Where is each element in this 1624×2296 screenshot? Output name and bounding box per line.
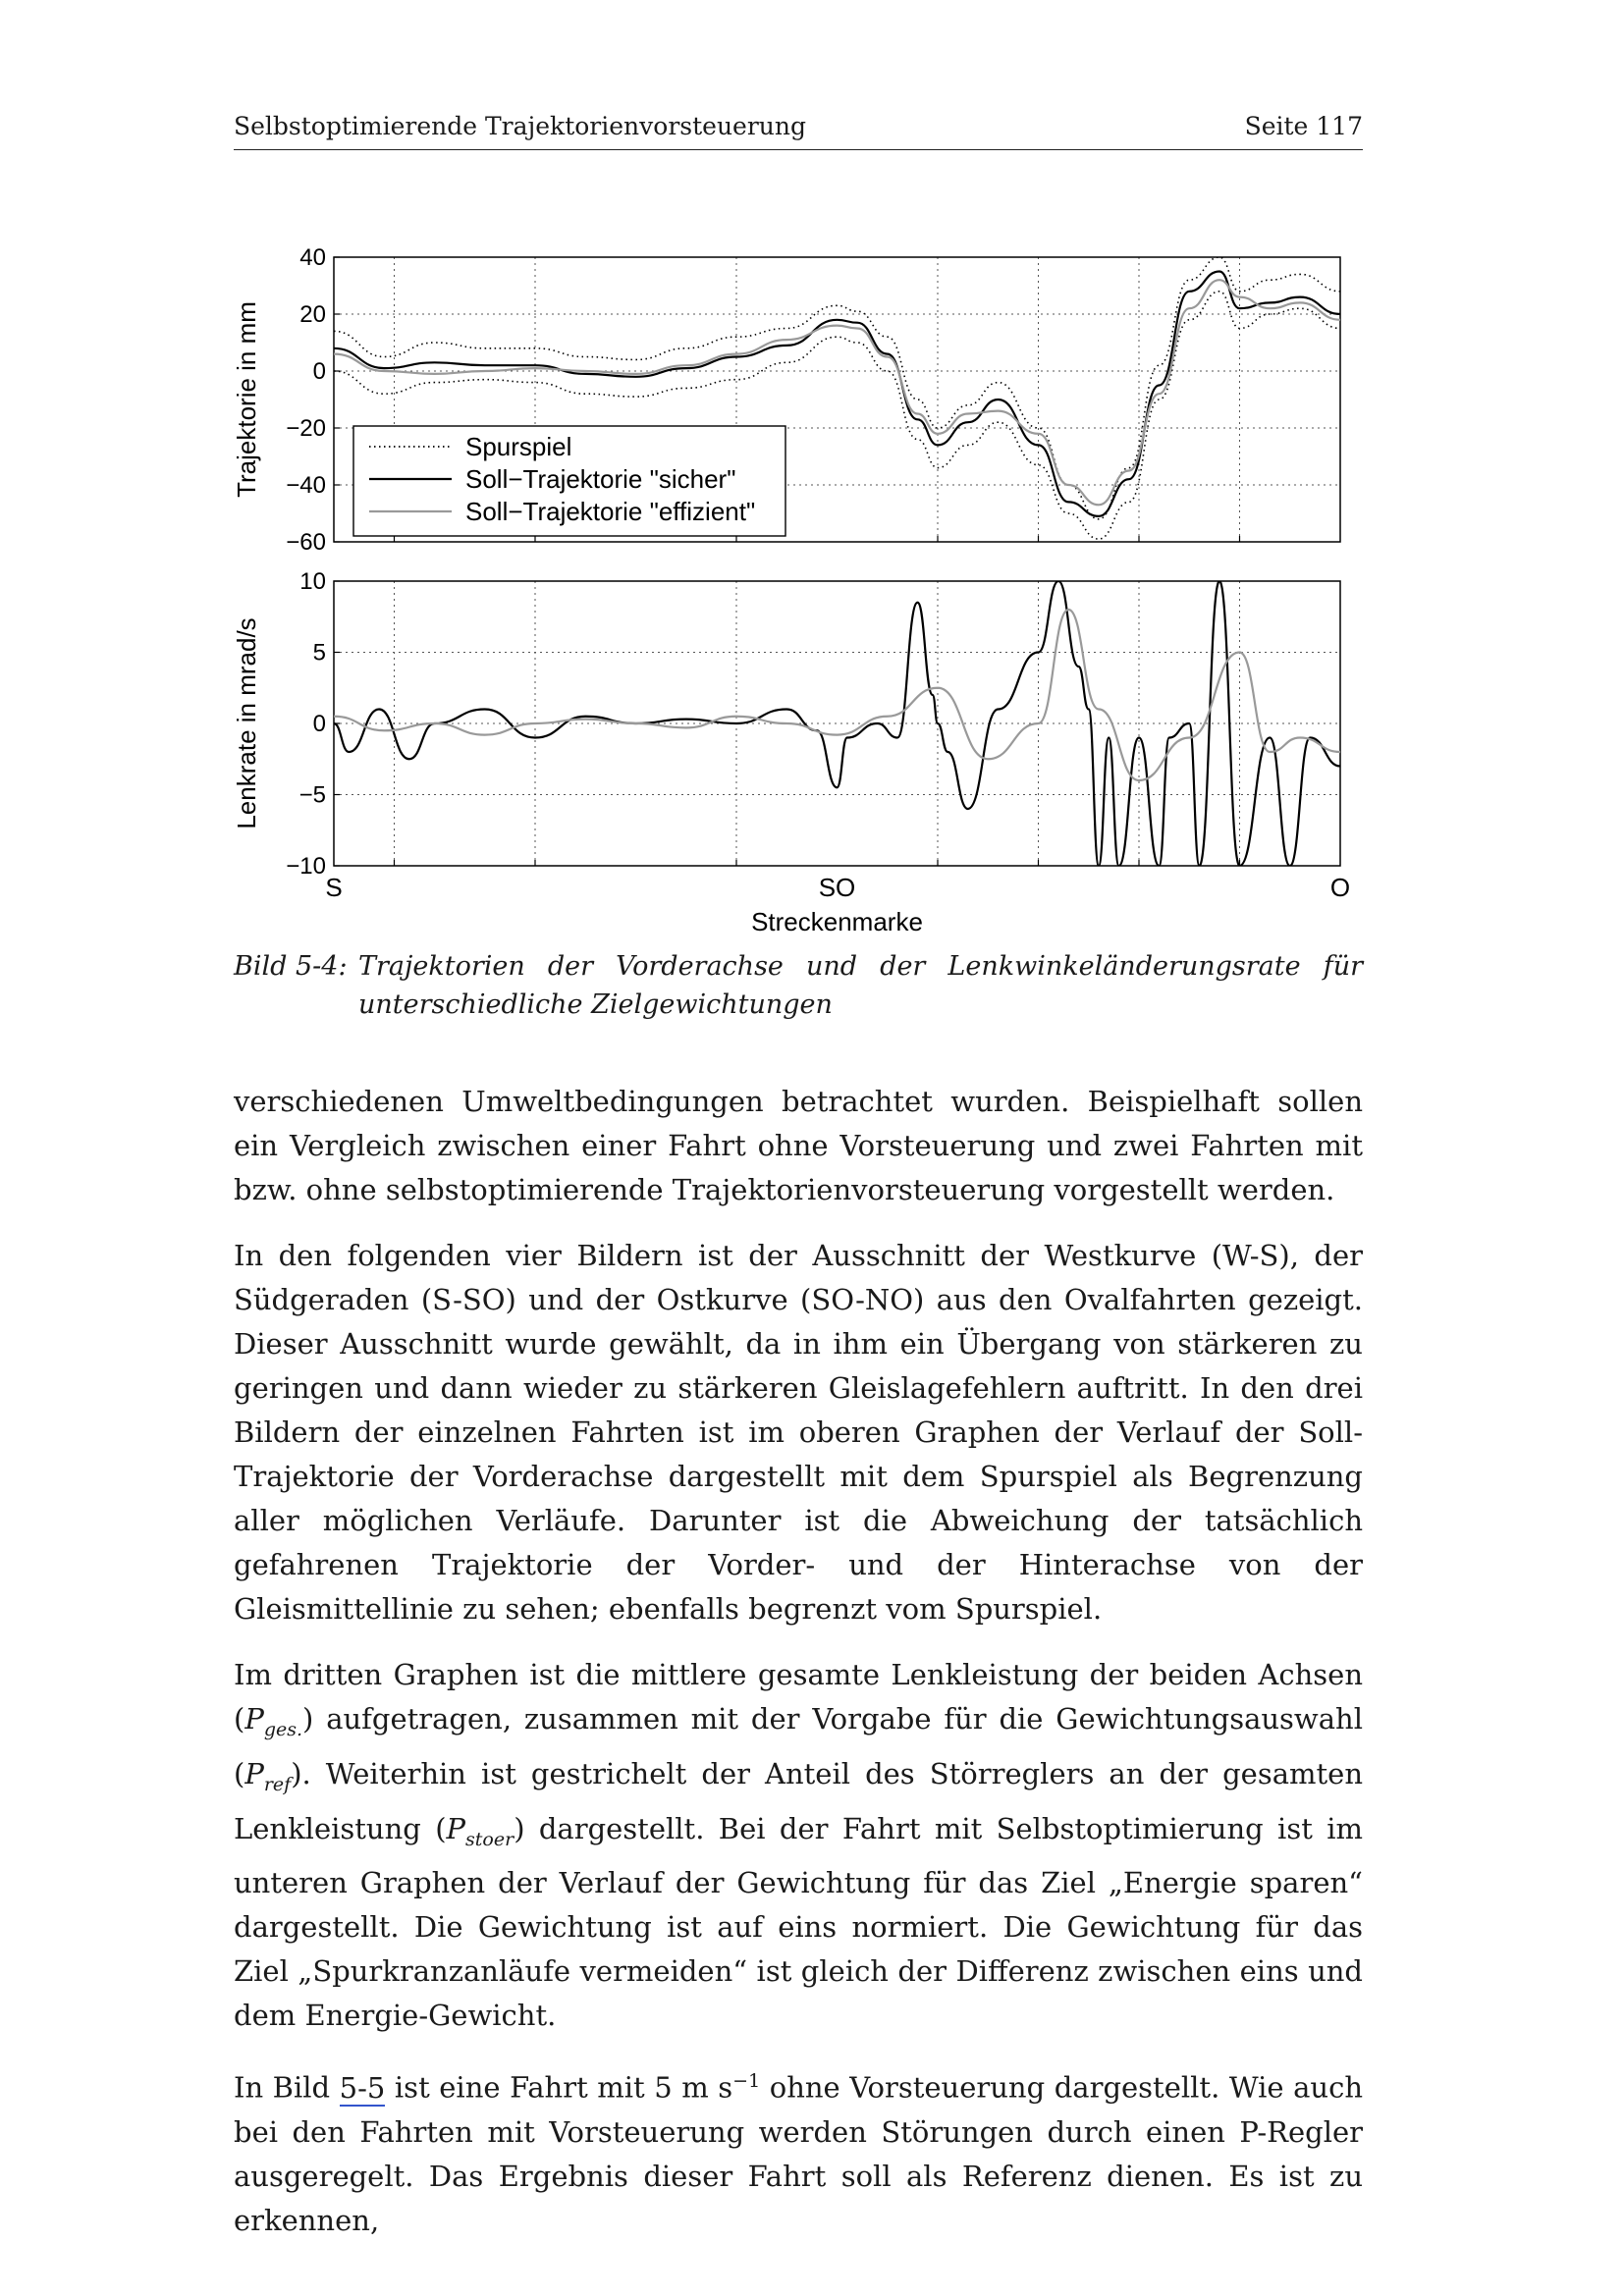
figure-trajectories [226, 236, 1375, 942]
x-tick-label: O [1329, 873, 1351, 902]
paragraph: In den folgenden vier Bildern ist der Ausschnitt der Westkurve (W-S), der Südgeraden (S-SO) und der Ostkurve (SO-NO) aus den Ovalfahrten gezeigt. Dieser Ausschnitt wurde gewählt, da in ihm ein Übergang von stärkeren zu geringen und dann wieder zu stärkeren Gleislagefehlern auftritt. In den drei Bildern der einzelnen Fahrten ist im oberen Graphen der Verlauf der Soll-Trajektorie der Vorderachse dargestellt mit dem Spurspiel als Begrenzung aller möglichen Verläufe. Darunter ist die Abweichung der tatsächlich gefahrenen Trajektorie der Vorder- und der Hinterachse von der Gleismittellinie zu sehen; ebenfalls begrenzt vom Spurspiel. [234, 1239, 1363, 1626]
page-header [234, 110, 1363, 150]
legend-label: Soll−Trajektorie "effizient" [465, 497, 756, 526]
page-number: Seite 117 [1244, 112, 1363, 140]
body-text [234, 1080, 1363, 2265]
series-line [334, 581, 1340, 866]
y-tick-label: −10 [286, 853, 326, 880]
legend-label: Spurspiel [465, 432, 572, 461]
y-tick-label: 10 [299, 568, 326, 595]
running-title: Selbstoptimierende Trajektorienvorsteuerung [234, 112, 806, 140]
caption-label: Bild 5-4: [234, 951, 348, 982]
legend [353, 426, 785, 536]
caption-text: Trajektorien der Vorderachse und der Lenkwinkeländerungsrate für unterschiedliche Zielgewichtungen [358, 951, 1363, 1020]
series-line [334, 610, 1340, 780]
y-axis-label: Lenkrate in mrad/s [232, 617, 261, 829]
chart-trajectory [232, 244, 1340, 556]
y-tick-label: −40 [286, 472, 326, 499]
y-tick-label: 0 [312, 358, 326, 385]
y-tick-label: 40 [299, 244, 326, 271]
paragraph: In Bild 5-5 ist eine Fahrt mit 5 m $s^{-1}$ ohne Vorsteuerung dargestellt. Wie auch bei den Fahrten mit Vorsteuerung werden Störungen durch einen P-Regler ausgeregelt. Das Ergebnis dieser Fahrt soll als Referenz dienen. Es ist zu erkennen, [234, 2070, 1363, 2238]
figure-link[interactable]: 5-5 [339, 2071, 386, 2106]
y-tick-label: −60 [286, 529, 326, 556]
legend-label: Soll−Trajektorie "sicher" [465, 464, 736, 494]
paragraph: verschiedenen Umweltbedingungen betrachtet wurden. Beispielhaft sollen ein Vergleich zwischen einer Fahrt ohne Vorsteuerung und zwei Fahrten mit bzw. ohne selbstoptimierende Trajektorienvorsteuerung vorgestellt werden. [234, 1085, 1363, 1206]
x-tick-label: SO [818, 873, 856, 902]
y-tick-label: −5 [298, 781, 326, 809]
paragraph: Im dritten Graphen ist die mittlere gesamte Lenkleistung der beiden Achsen $(P_{ges.})$ aufgetragen, zusammen mit der Vorgabe für die Gewichtungsauswahl $(P_{ref})$. Weiterhin ist gestrichelt der Anteil des Störreglers an der gesamten Lenkleistung $(P_{stoer})$ dargestellt. Bei der Fahrt mit Selbstoptimierung ist im unteren Graphen der Verlauf der Gewichtung für das Ziel „Energie sparen“ dargestellt. Die Gewichtung ist auf eins normiert. Die Gewichtung für das Ziel „Spurkranzanläufe vermeiden“ ist gleich der Differenz zwischen eins und dem Energie-Gewicht. [234, 1658, 1363, 2033]
chart-steering-rate [232, 568, 1350, 936]
x-axis-label: Streckenmarke [751, 907, 923, 936]
y-axis-label: Trajektorie in mm [232, 301, 261, 498]
y-tick-label: 0 [312, 711, 326, 737]
y-tick-label: 20 [299, 301, 326, 328]
y-tick-label: −20 [286, 415, 326, 442]
y-tick-label: 5 [312, 639, 326, 667]
x-tick-label: S [325, 873, 343, 902]
